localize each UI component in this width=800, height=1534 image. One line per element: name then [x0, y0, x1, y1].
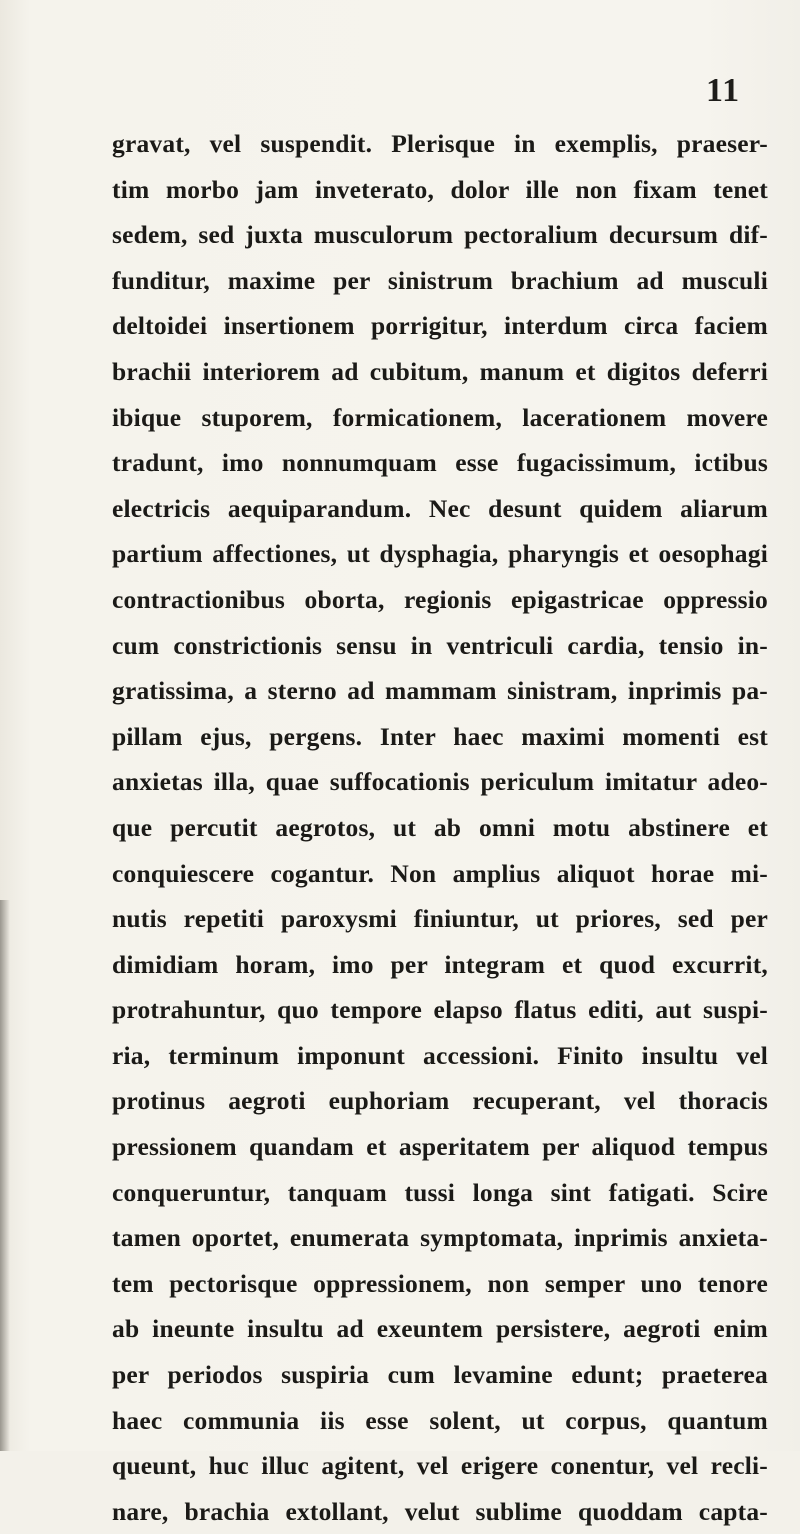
text-line: protinus aegroti euphoriam recuperant, vel thoracis: [112, 1086, 768, 1116]
text-line: cum constrictionis sensu in ventriculi cardia, tensio in-: [112, 630, 768, 660]
text-line: dimidiam horam, imo per integram et quod excurrit,: [112, 949, 768, 979]
text-line: gravat, vel suspendit. Plerisque in exemplis, praeser-: [112, 129, 768, 158]
text-line: brachii interiorem ad cubitum, manum et digitos deferri: [112, 356, 768, 386]
text-line: tradunt, imo nonnumquam esse fugacissimum, ictibus: [112, 448, 768, 478]
text-line: anxietas illa, quae suffocationis periculum imitatur adeo-: [112, 767, 768, 797]
text-line: sedem, sed juxta musculorum pectoralium decursum dif-: [112, 220, 768, 250]
page-number: 11: [706, 72, 741, 109]
text-line: pressionem quandam et asperitatem per aliquod tempus: [112, 1132, 768, 1162]
text-line: gratissima, a sterno ad mammam sinistram, inprimis pa-: [112, 676, 768, 706]
text-line: partium affectiones, ut dysphagia, pharyngis et oesophagi: [112, 539, 768, 569]
body-text: [112, 121, 768, 1534]
text-line: tamen oportet, enumerata symptomata, inprimis anxieta-: [112, 1223, 768, 1253]
text-line: nutis repetiti paroxysmi finiuntur, ut priores, sed per: [112, 904, 768, 934]
text-line: tim morbo jam inveterato, dolor ille non fixam tenet: [112, 174, 768, 204]
text-line: electricis aequiparandum. Nec desunt quidem aliarum: [112, 493, 768, 523]
text-line: deltoidei insertionem porrigitur, interdum circa faciem: [112, 311, 768, 341]
text-line: haec communia iis esse solent, ut corpus, quantum: [112, 1405, 768, 1435]
text-line: que percutit aegrotos, ut ab omni motu abstinere et: [112, 812, 768, 842]
text-line: ab ineunte insultu ad exeuntem persistere, aegroti enim: [112, 1314, 768, 1344]
text-line: funditur, maxime per sinistrum brachium ad musculi: [112, 265, 768, 295]
page-edge-shadow: [0, 900, 10, 1451]
text-line: ibique stuporem, formicationem, lacerationem movere: [112, 402, 768, 432]
text-line: pillam ejus, pergens. Inter haec maximi momenti est: [112, 721, 768, 751]
text-line: tem pectorisque oppressionem, non semper uno tenore: [112, 1268, 768, 1298]
text-line: conqueruntur, tanquam tussi longa sint fatigati. Scire: [112, 1177, 768, 1207]
text-line: nare, brachia extollant, velut sublime quoddam capta-: [112, 1496, 768, 1526]
text-line: per periodos suspiria cum levamine edunt; praeterea: [112, 1360, 768, 1390]
text-line: queunt, huc illuc agitent, vel erigere conentur, vel recli-: [112, 1451, 768, 1481]
text-line: conquiescere cogantur. Non amplius aliquot horae mi-: [112, 858, 768, 888]
text-line: protrahuntur, quo tempore elapso flatus editi, aut suspi-: [112, 995, 768, 1025]
text-line: ria, terminum imponunt accessioni. Finito insultu vel: [112, 1040, 768, 1070]
text-line: contractionibus oborta, regionis epigastricae oppressio: [112, 584, 768, 614]
